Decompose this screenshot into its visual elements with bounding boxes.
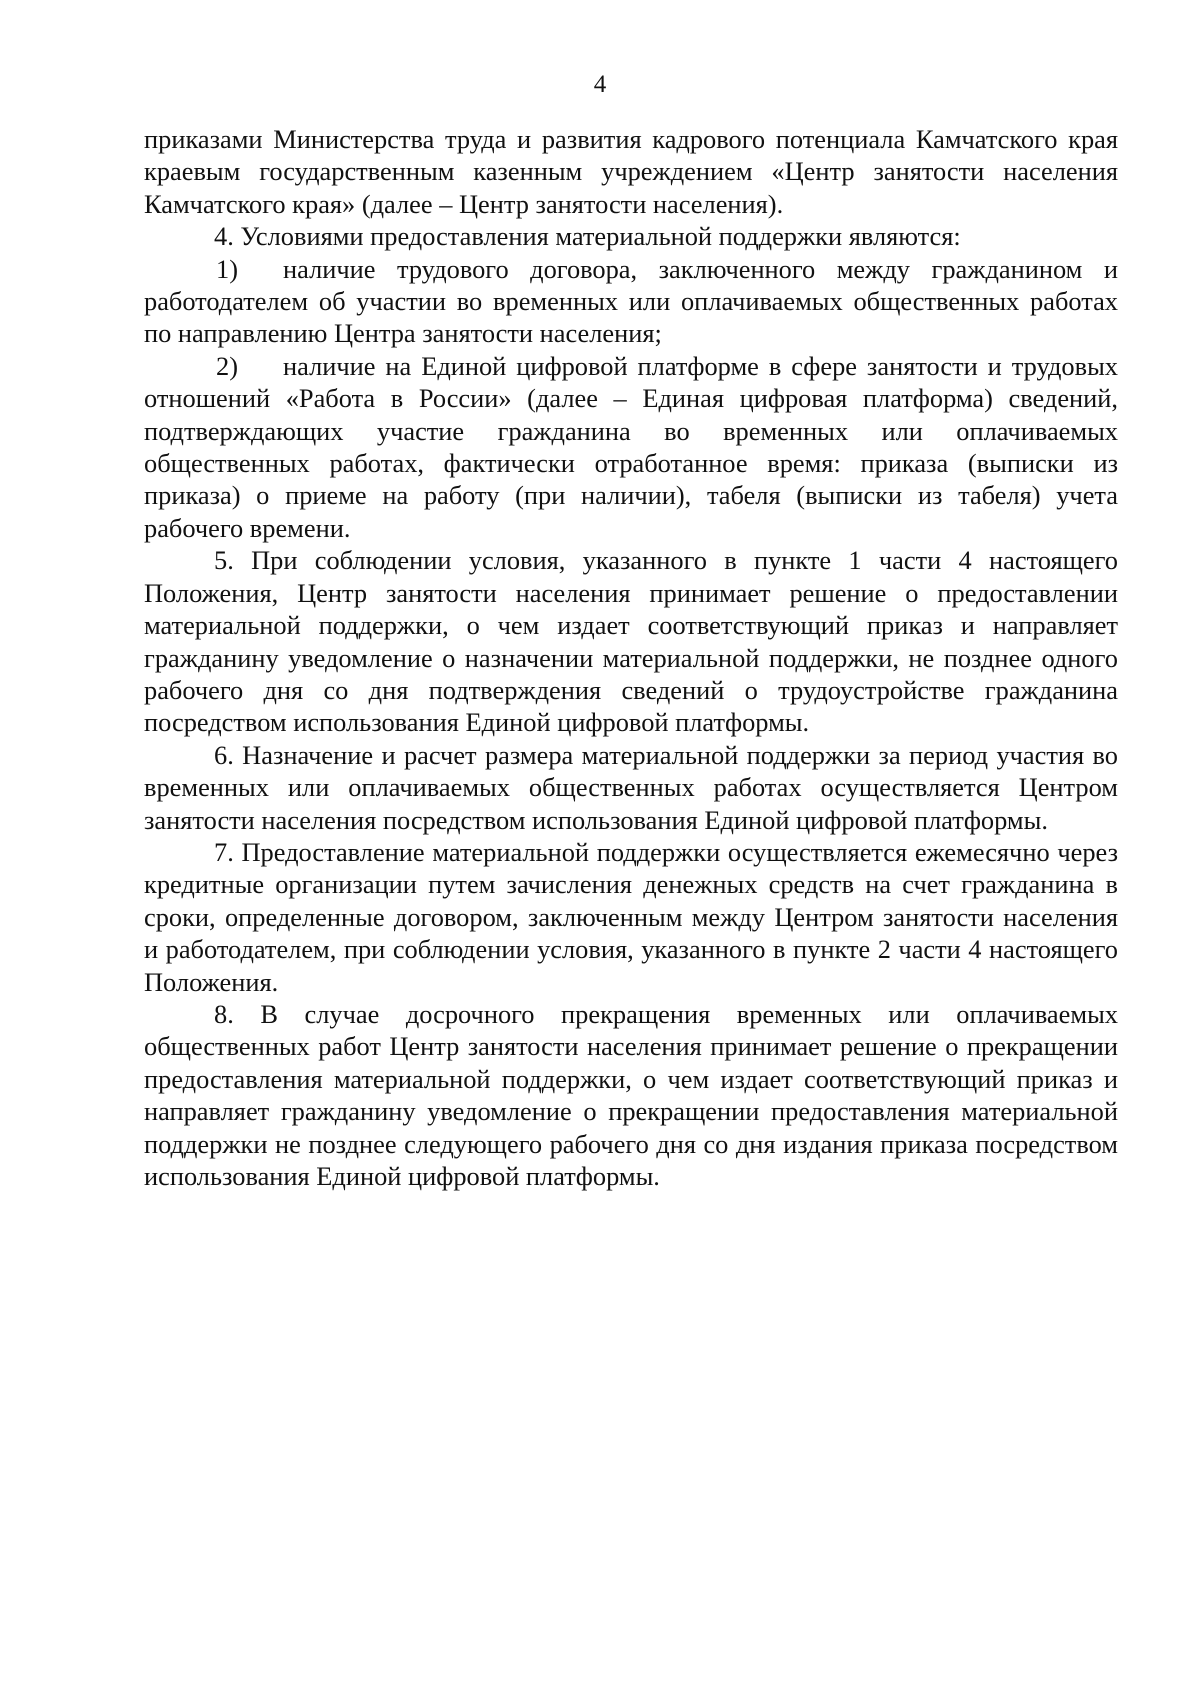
paragraph-4: 4. Условиями предоставления материальной поддержки являются: [214,221,961,252]
list-item-number: 2) [216,350,238,381]
paragraph-6: 6. Назначение и расчет размера материальной поддержки за период участия во временных или оплачиваемых общественных работах осуществляется Центром занятости населения посредством использования Единой цифровой платформы. [144,739,1118,835]
list-item-number: 1) [216,253,238,284]
document-body [144,123,1118,1192]
list-item-text: наличие трудового договора, заключенного между гражданином и работодателем об участии во временных или оплачиваемых общественных работах по направлению Центра занятости населения; [144,253,1118,349]
paragraph-5: 5. При соблюдении условия, указанного в пункте 1 части 4 настоящего Положения, Центр занятости населения принимает решение о предоставлении материальной поддержки, о чем издает соответствующий приказ и направляет гражданину уведомление о назначении материальной поддержки, не позднее одного рабочего дня со дня подтверждения сведений о трудоустройстве гражданина посредством использования Единой цифровой платформы. [144,545,1118,738]
paragraph-8: 8. В случае досрочного прекращения временных или оплачиваемых общественных работ Центр занятости населения принимает решение о прекращении предоставления материальной поддержки, о чем издает соответствующий приказ и направляет гражданину уведомление о прекращении предоставления материальной поддержки не позднее следующего рабочего дня со дня издания приказа посредством использования Единой цифровой платформы. [144,998,1118,1191]
page-number: 4 [593,71,607,98]
list-item-text: наличие на Единой цифровой платформе в сфере занятости и трудовых отношений «Работа в России» (далее – Единая цифровая платформа) сведений, подтверждающих участие гражданина во временных или оплачиваемых общественных работах, фактически отработанное время: приказа (выписки из приказа) о приеме на работу (при наличии), табеля (выписки из табеля) учета рабочего времени. [144,350,1118,543]
paragraph-7: 7. Предоставление материальной поддержки осуществляется ежемесячно через кредитные организации путем зачисления денежных средств на счет гражданина в сроки, определенные договором, заключенным между Центром занятости населения и работодателем, при соблюдении условия, указанного в пункте 2 части 4 настоящего Положения. [144,836,1118,997]
list-item [144,253,1118,350]
intro-paragraph: приказами Министерства труда и развития кадрового потенциала Камчатского края краевым государственным казенным учреждением «Центр занятости населения Камчатского края» (далее – Центр занятости населения). [144,124,1118,219]
list-item [144,350,1118,544]
